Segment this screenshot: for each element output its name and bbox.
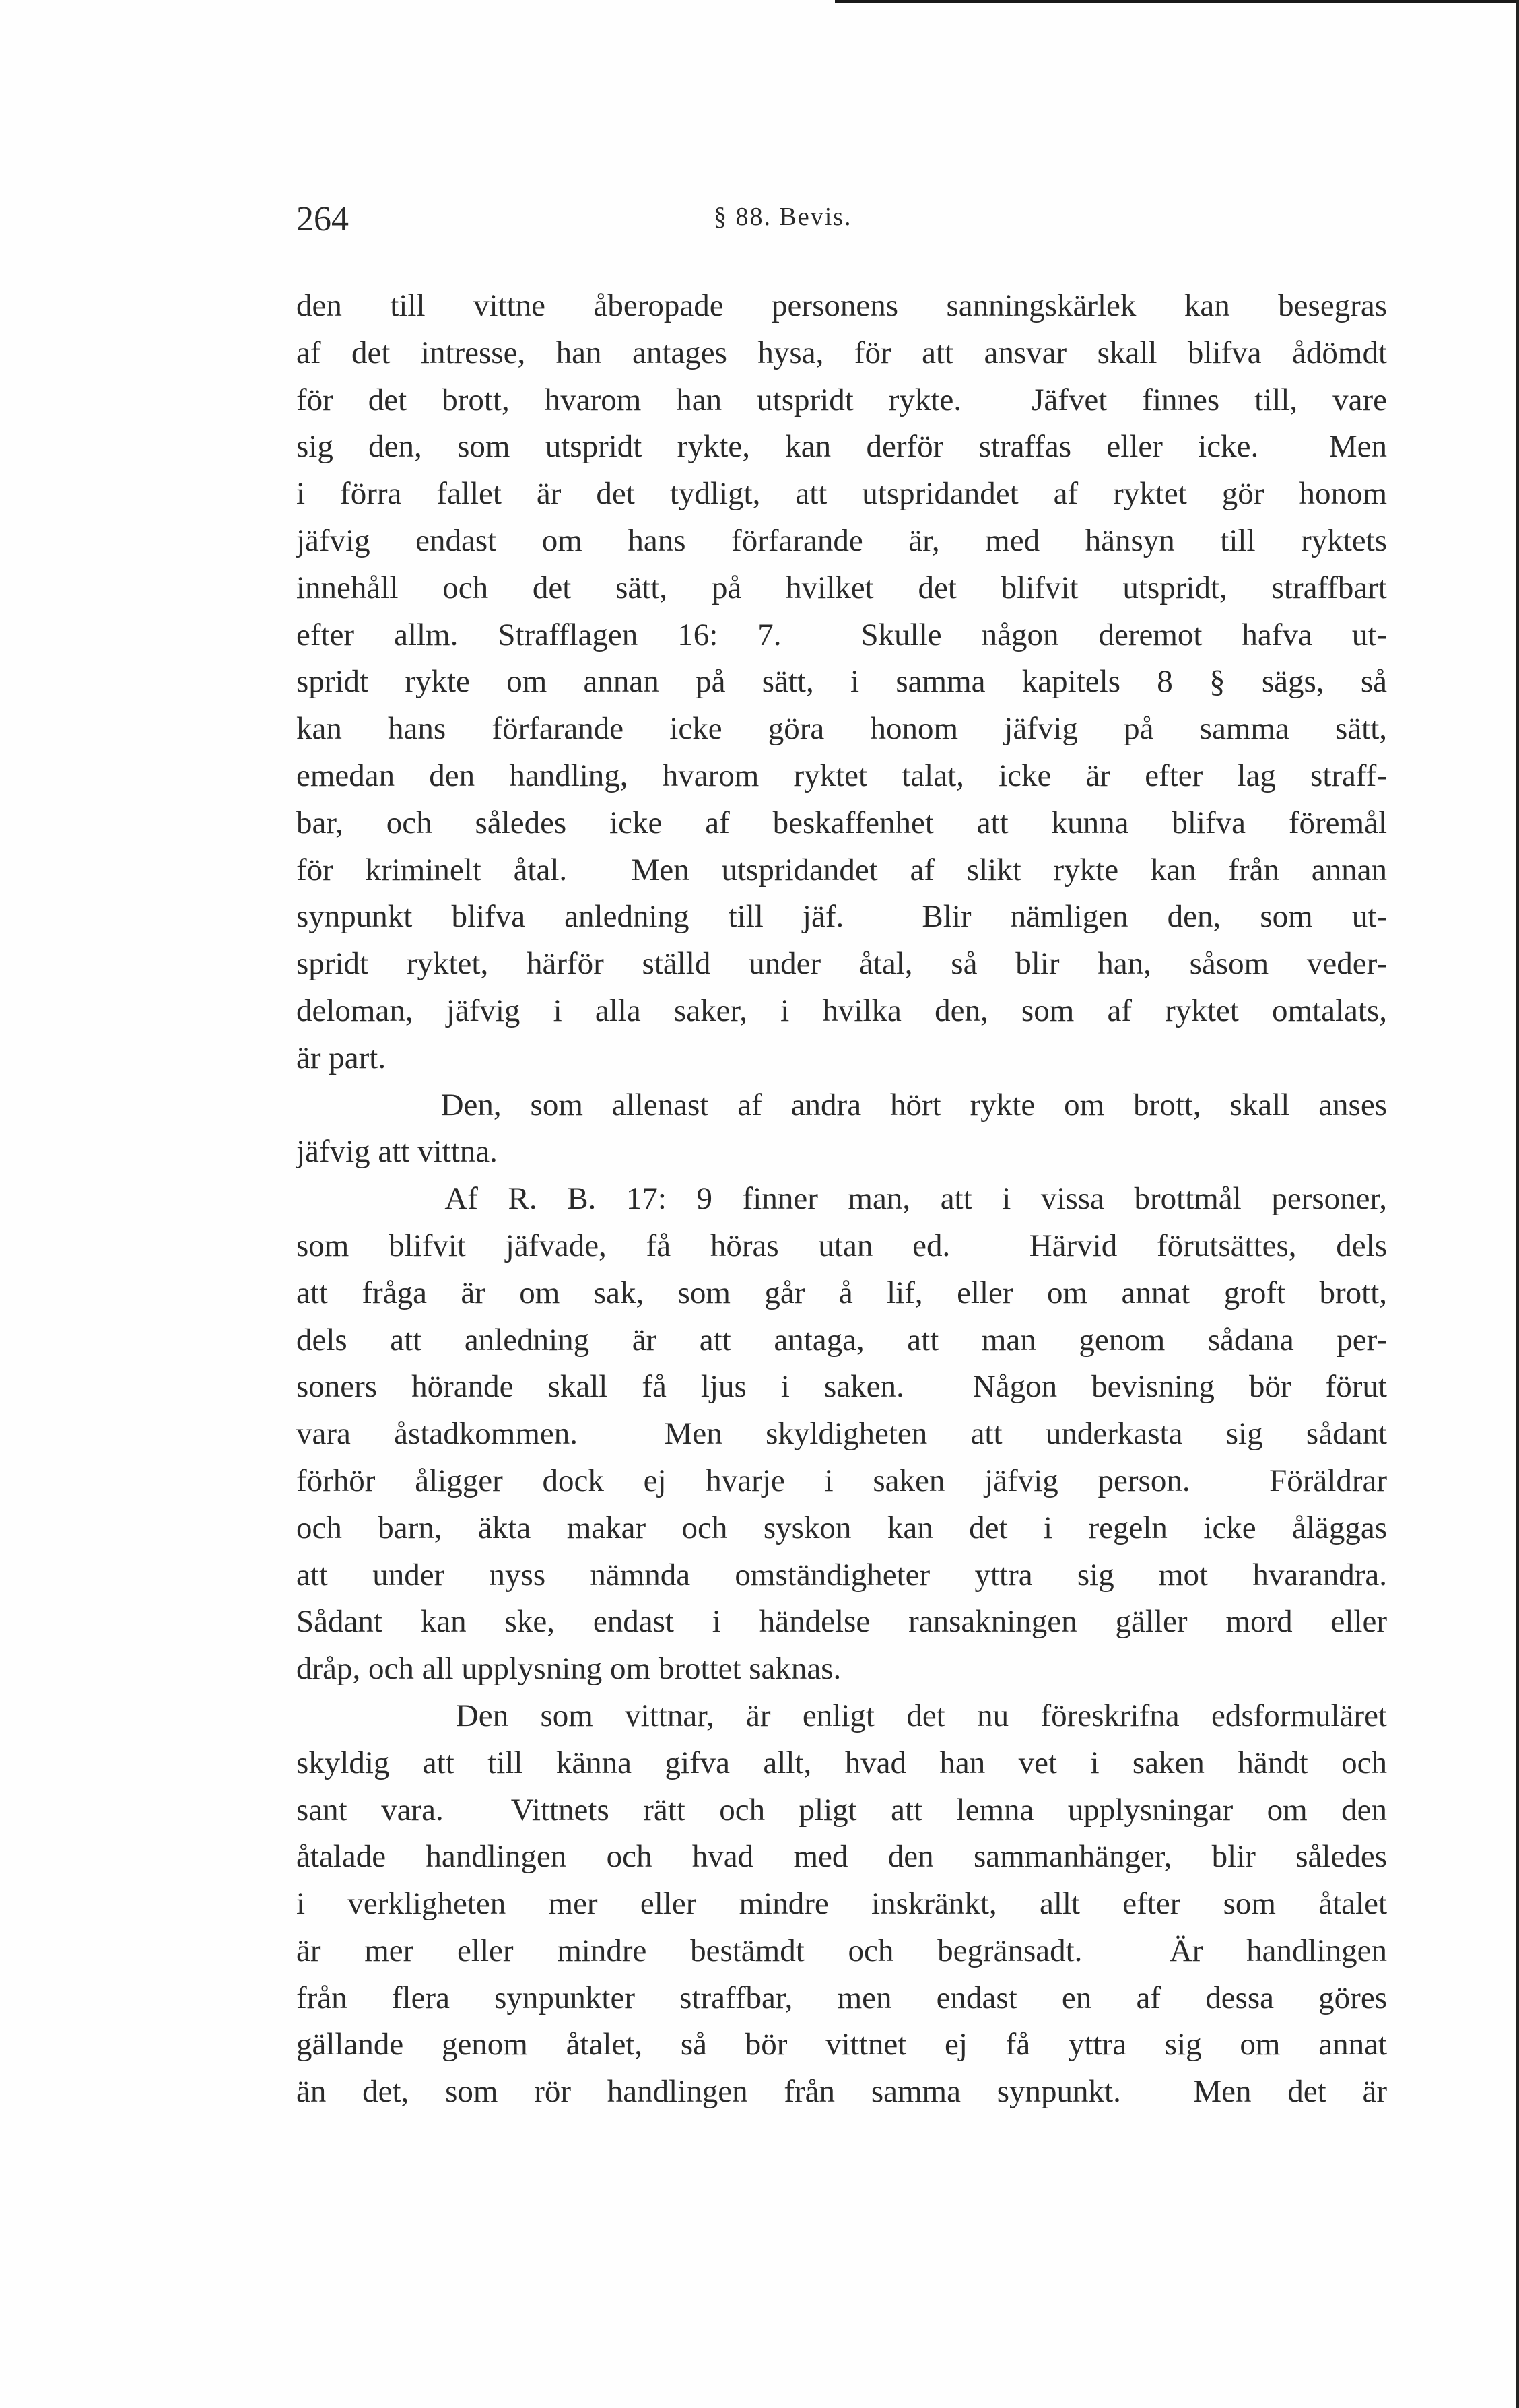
text-line: Den som vittnar, är enligt det nu föreskrifna edsformuläret — [296, 1698, 1387, 1733]
text-line: skyldig att till känna gifva allt, hvad han vet i saken händt och — [296, 1745, 1387, 1780]
right-edge-rule — [1516, 0, 1519, 2408]
text-line: är part. — [296, 1040, 386, 1075]
text-line: af det intresse, han antages hysa, för att ansvar skall blifva ådömdt — [296, 335, 1387, 370]
text-line: vara åstadkommen. Men skyldigheten att underkasta sig sådant — [296, 1416, 1387, 1452]
text-line: sig den, som utspridt rykte, kan derför straffas eller icke. Men — [296, 429, 1387, 465]
text-line: dråp, och all upplysning om brottet saknas. — [296, 1651, 842, 1687]
text-line: emedan den handling, hvarom ryktet talat, icke är efter lag straff- — [296, 758, 1387, 793]
text-line: jäfvig endast om hans förfarande är, med hänsyn till ryktets — [296, 523, 1387, 558]
text-line: sant vara. Vittnets rätt och pligt att lemna upplysningar om den — [296, 1792, 1387, 1828]
page-header — [296, 199, 1387, 246]
text-line: och barn, äkta makar och syskon kan det i regeln icke åläggas — [296, 1510, 1387, 1545]
text-line: Sådant kan ske, endast i händelse ransakningen gäller mord eller — [296, 1604, 1387, 1640]
page-number: 264 — [296, 200, 349, 238]
text-line: gällande genom åtalet, så bör vittnet ej få yttra sig om annat — [296, 2027, 1387, 2063]
text-line: jäfvig att vittna. — [296, 1134, 498, 1170]
text-line: synpunkt blifva anledning till jäf. Blir nämligen den, som ut- — [296, 899, 1387, 935]
text-line: spridt rykte om annan på sätt, i samma kapitels 8 § sägs, så — [296, 664, 1387, 700]
text-line: att fråga är om sak, som går å lif, eller om annat groft brott, — [296, 1275, 1387, 1310]
running-head: § 88. Bevis. — [714, 203, 852, 231]
body-text — [296, 283, 1387, 2116]
text-line: innehåll och det sätt, på hvilket det blifvit utspridt, straffbart — [296, 570, 1387, 605]
text-line: för kriminelt åtal. Men utspridandet af slikt rykte kan från annan — [296, 852, 1387, 888]
top-edge-rule — [835, 0, 1519, 3]
text-line: att under nyss nämnda omständigheter yttra sig mot hvarandra. — [296, 1557, 1387, 1593]
text-line: från flera synpunkter straffbar, men endast en af dessa göres — [296, 1980, 1387, 2015]
text-line: åtalade handlingen och hvad med den sammanhänger, blir således — [296, 1839, 1387, 1875]
text-line: i förra fallet är det tydligt, att utspridandet af ryktet gör honom — [296, 476, 1387, 512]
text-line: för det brott, hvarom han utspridt rykte. Jäfvet finnes till, vare — [296, 382, 1387, 417]
text-line: dels att anledning är att antaga, att man genom sådana per- — [296, 1322, 1387, 1358]
text-line: bar, och således icke af beskaffenhet att kunna blifva föremål — [296, 805, 1387, 840]
text-line: spridt ryktet, härför ställd under åtal, så blir han, såsom veder- — [296, 946, 1387, 982]
text-line: soners hörande skall få ljus i saken. Någon bevisning bör förut — [296, 1369, 1387, 1405]
text-line: är mer eller mindre bestämdt och begränsadt. Är handlingen — [296, 1933, 1387, 1968]
text-line: i verkligheten mer eller mindre inskränkt, allt efter som åtalet — [296, 1886, 1387, 1922]
text-line: den till vittne åberopade personens sanningskärlek kan besegras — [296, 288, 1387, 323]
text-line: Af R. B. 17: 9 finner man, att i vissa brottmål personer, — [296, 1181, 1387, 1217]
text-line: förhör åligger dock ej hvarje i saken jäfvig person. Föräldrar — [296, 1463, 1387, 1498]
text-line: efter allm. Strafflagen 16: 7. Skulle någon deremot hafva ut- — [296, 617, 1387, 653]
text-line: Den, som allenast af andra hört rykte om brott, skall anses — [296, 1087, 1387, 1123]
text-line: kan hans förfarande icke göra honom jäfvig på samma sätt, — [296, 711, 1387, 747]
text-line: deloman, jäfvig i alla saker, i hvilka den, som af ryktet omtalats, — [296, 993, 1387, 1028]
text-line: än det, som rör handlingen från samma synpunkt. Men det är — [296, 2074, 1387, 2110]
text-line: som blifvit jäfvade, få höras utan ed. Härvid förutsättes, dels — [296, 1228, 1387, 1263]
